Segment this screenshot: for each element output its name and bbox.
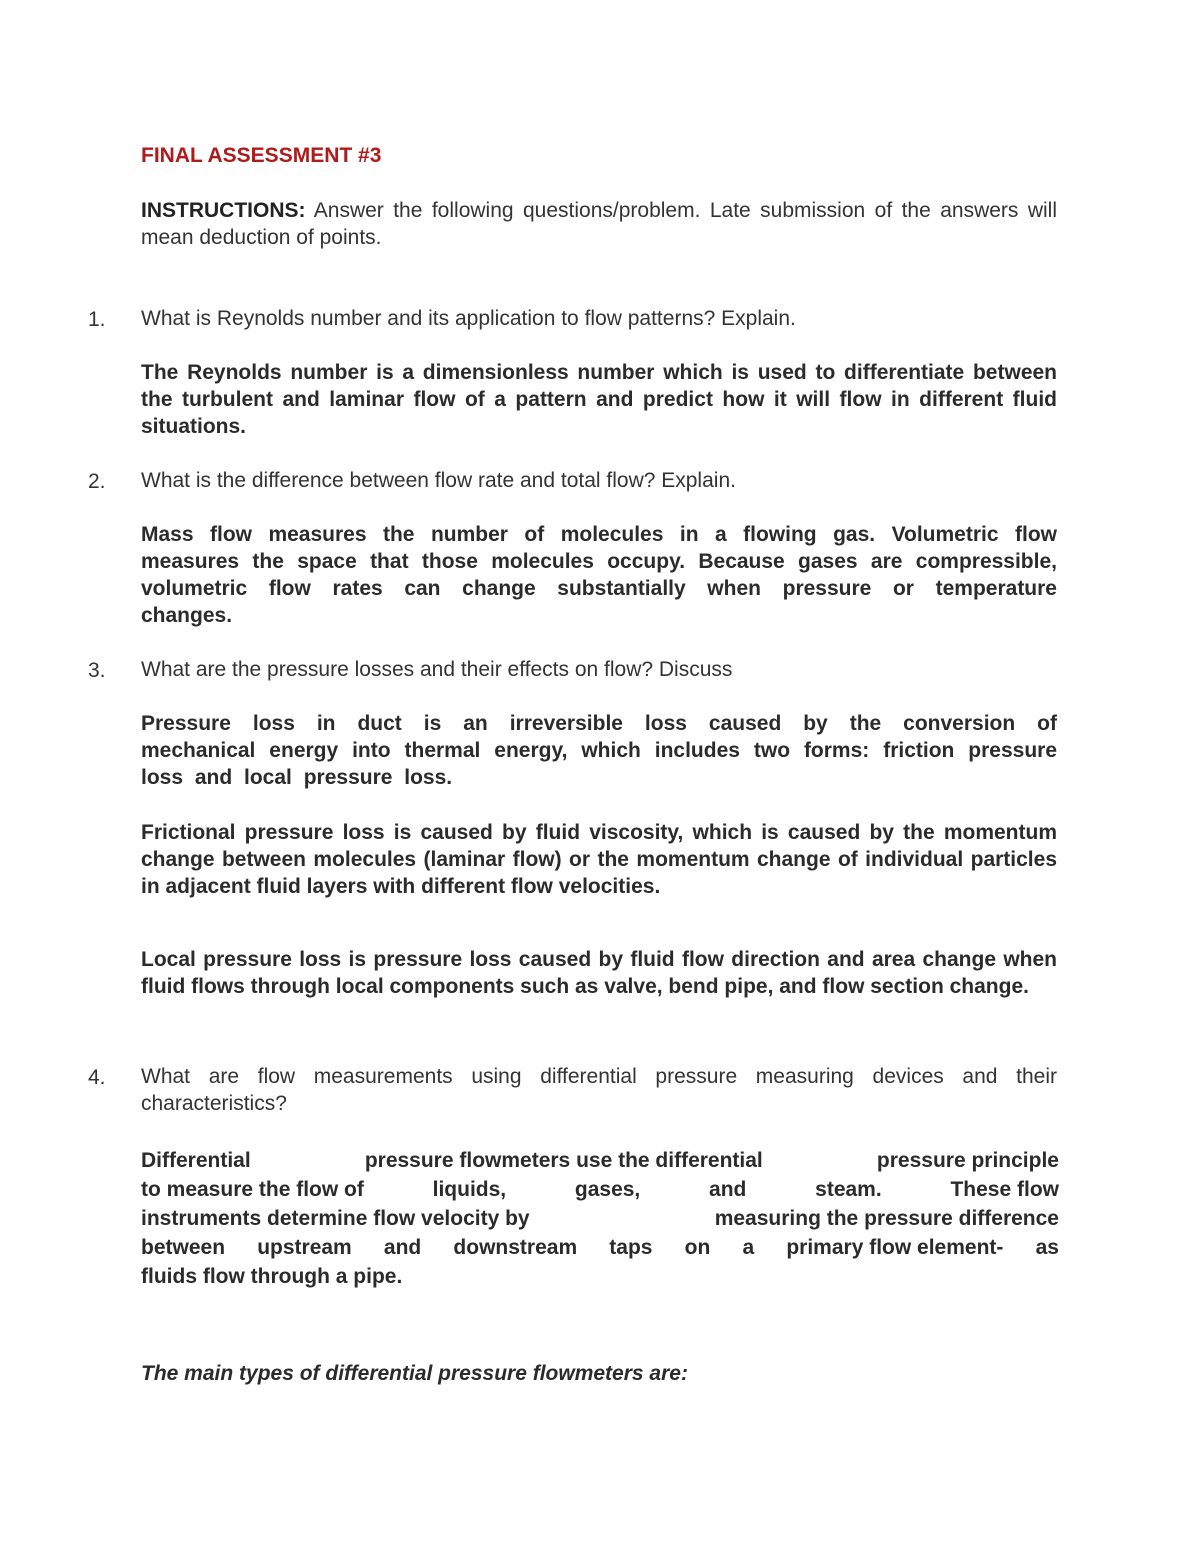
answer-line (141, 1146, 1059, 1175)
answer-segment: on (684, 1236, 711, 1259)
document-title: FINAL ASSESSMENT #3 (141, 144, 382, 167)
answer-segment: fluids flow through a pipe. (141, 1265, 403, 1288)
answer-line (141, 1262, 1059, 1291)
answer-segment: primary flow element- (786, 1236, 1004, 1259)
question-number: 1. (88, 308, 106, 331)
answer-line (141, 1204, 1059, 1233)
question-text: What are flow measurements using differential pressure measuring devices and their characteristics? (141, 1065, 1057, 1115)
answer-segment: as (1035, 1236, 1059, 1259)
answer-line (141, 1175, 1059, 1204)
answer-segment: and (709, 1178, 747, 1201)
question-number: 2. (88, 470, 106, 493)
question-text: What is the difference between flow rate and total flow? Explain. (141, 469, 736, 492)
answer-segment: upstream (257, 1236, 352, 1259)
answer-segment: to measure the flow of (141, 1178, 364, 1201)
answer-segment: a (742, 1236, 755, 1259)
answer-paragraph: Local pressure loss is pressure loss caused by fluid flow direction and area change when fluid flows through local components such as valve, bend pipe, and flow section change. (141, 948, 1057, 998)
question-text: What is Reynolds number and its application to flow patterns? Explain. (141, 307, 796, 330)
answer-segment: instruments determine flow velocity by (141, 1207, 530, 1230)
answer-paragraph (141, 1146, 1059, 1291)
closing-line: The main types of differential pressure flowmeters are: (141, 1362, 688, 1385)
answer-paragraph: The Reynolds number is a dimensionless number which is used to differentiate between the turbulent and laminar flow of a pattern and predict how it will flow in different fluid situations. (141, 361, 1057, 438)
answer-segment: These flow (950, 1178, 1059, 1201)
instructions-paragraph (141, 197, 1057, 251)
answer-segment: downstream (453, 1236, 578, 1259)
answer-segment: steam. (815, 1178, 882, 1201)
answer-segment: and (383, 1236, 422, 1259)
answer-segment: liquids, (432, 1178, 507, 1201)
answer-segment: measuring the pressure difference (714, 1207, 1059, 1230)
instructions-text: Answer the following questions/problem. Late submission of the answers will mean deduction of points. (141, 199, 1057, 249)
answer-paragraph: Mass flow measures the number of molecules in a flowing gas. Volumetric flow measures the space that those molecules occupy. Because gases are compressible, volumetric flow rates can change substantially when pressure or temperature changes. (141, 523, 1057, 627)
answer-paragraph: Pressure loss in duct is an irreversible loss caused by the conversion of mechanical energy into thermal energy, which includes two forms: friction pressure loss and local pressure loss. (141, 712, 1057, 789)
answer-segment: pressure flowmeters use the differential (364, 1149, 763, 1172)
answer-segment: Differential (141, 1149, 251, 1172)
answer-line (141, 1233, 1059, 1262)
question-number: 4. (88, 1066, 106, 1089)
question-number: 3. (88, 659, 106, 682)
instructions-label: INSTRUCTIONS: (141, 199, 306, 222)
answer-segment: between (141, 1236, 226, 1259)
answer-segment: pressure principle (876, 1149, 1059, 1172)
answer-paragraph: Frictional pressure loss is caused by fluid viscosity, which is caused by the momentum change between molecules (laminar flow) or the momentum change of individual particles in adjacent fluid layers with different flow velocities. (141, 821, 1057, 898)
answer-segment: taps (609, 1236, 653, 1259)
question-text: What are the pressure losses and their effects on flow? Discuss (141, 658, 733, 681)
answer-segment: gases, (574, 1178, 641, 1201)
